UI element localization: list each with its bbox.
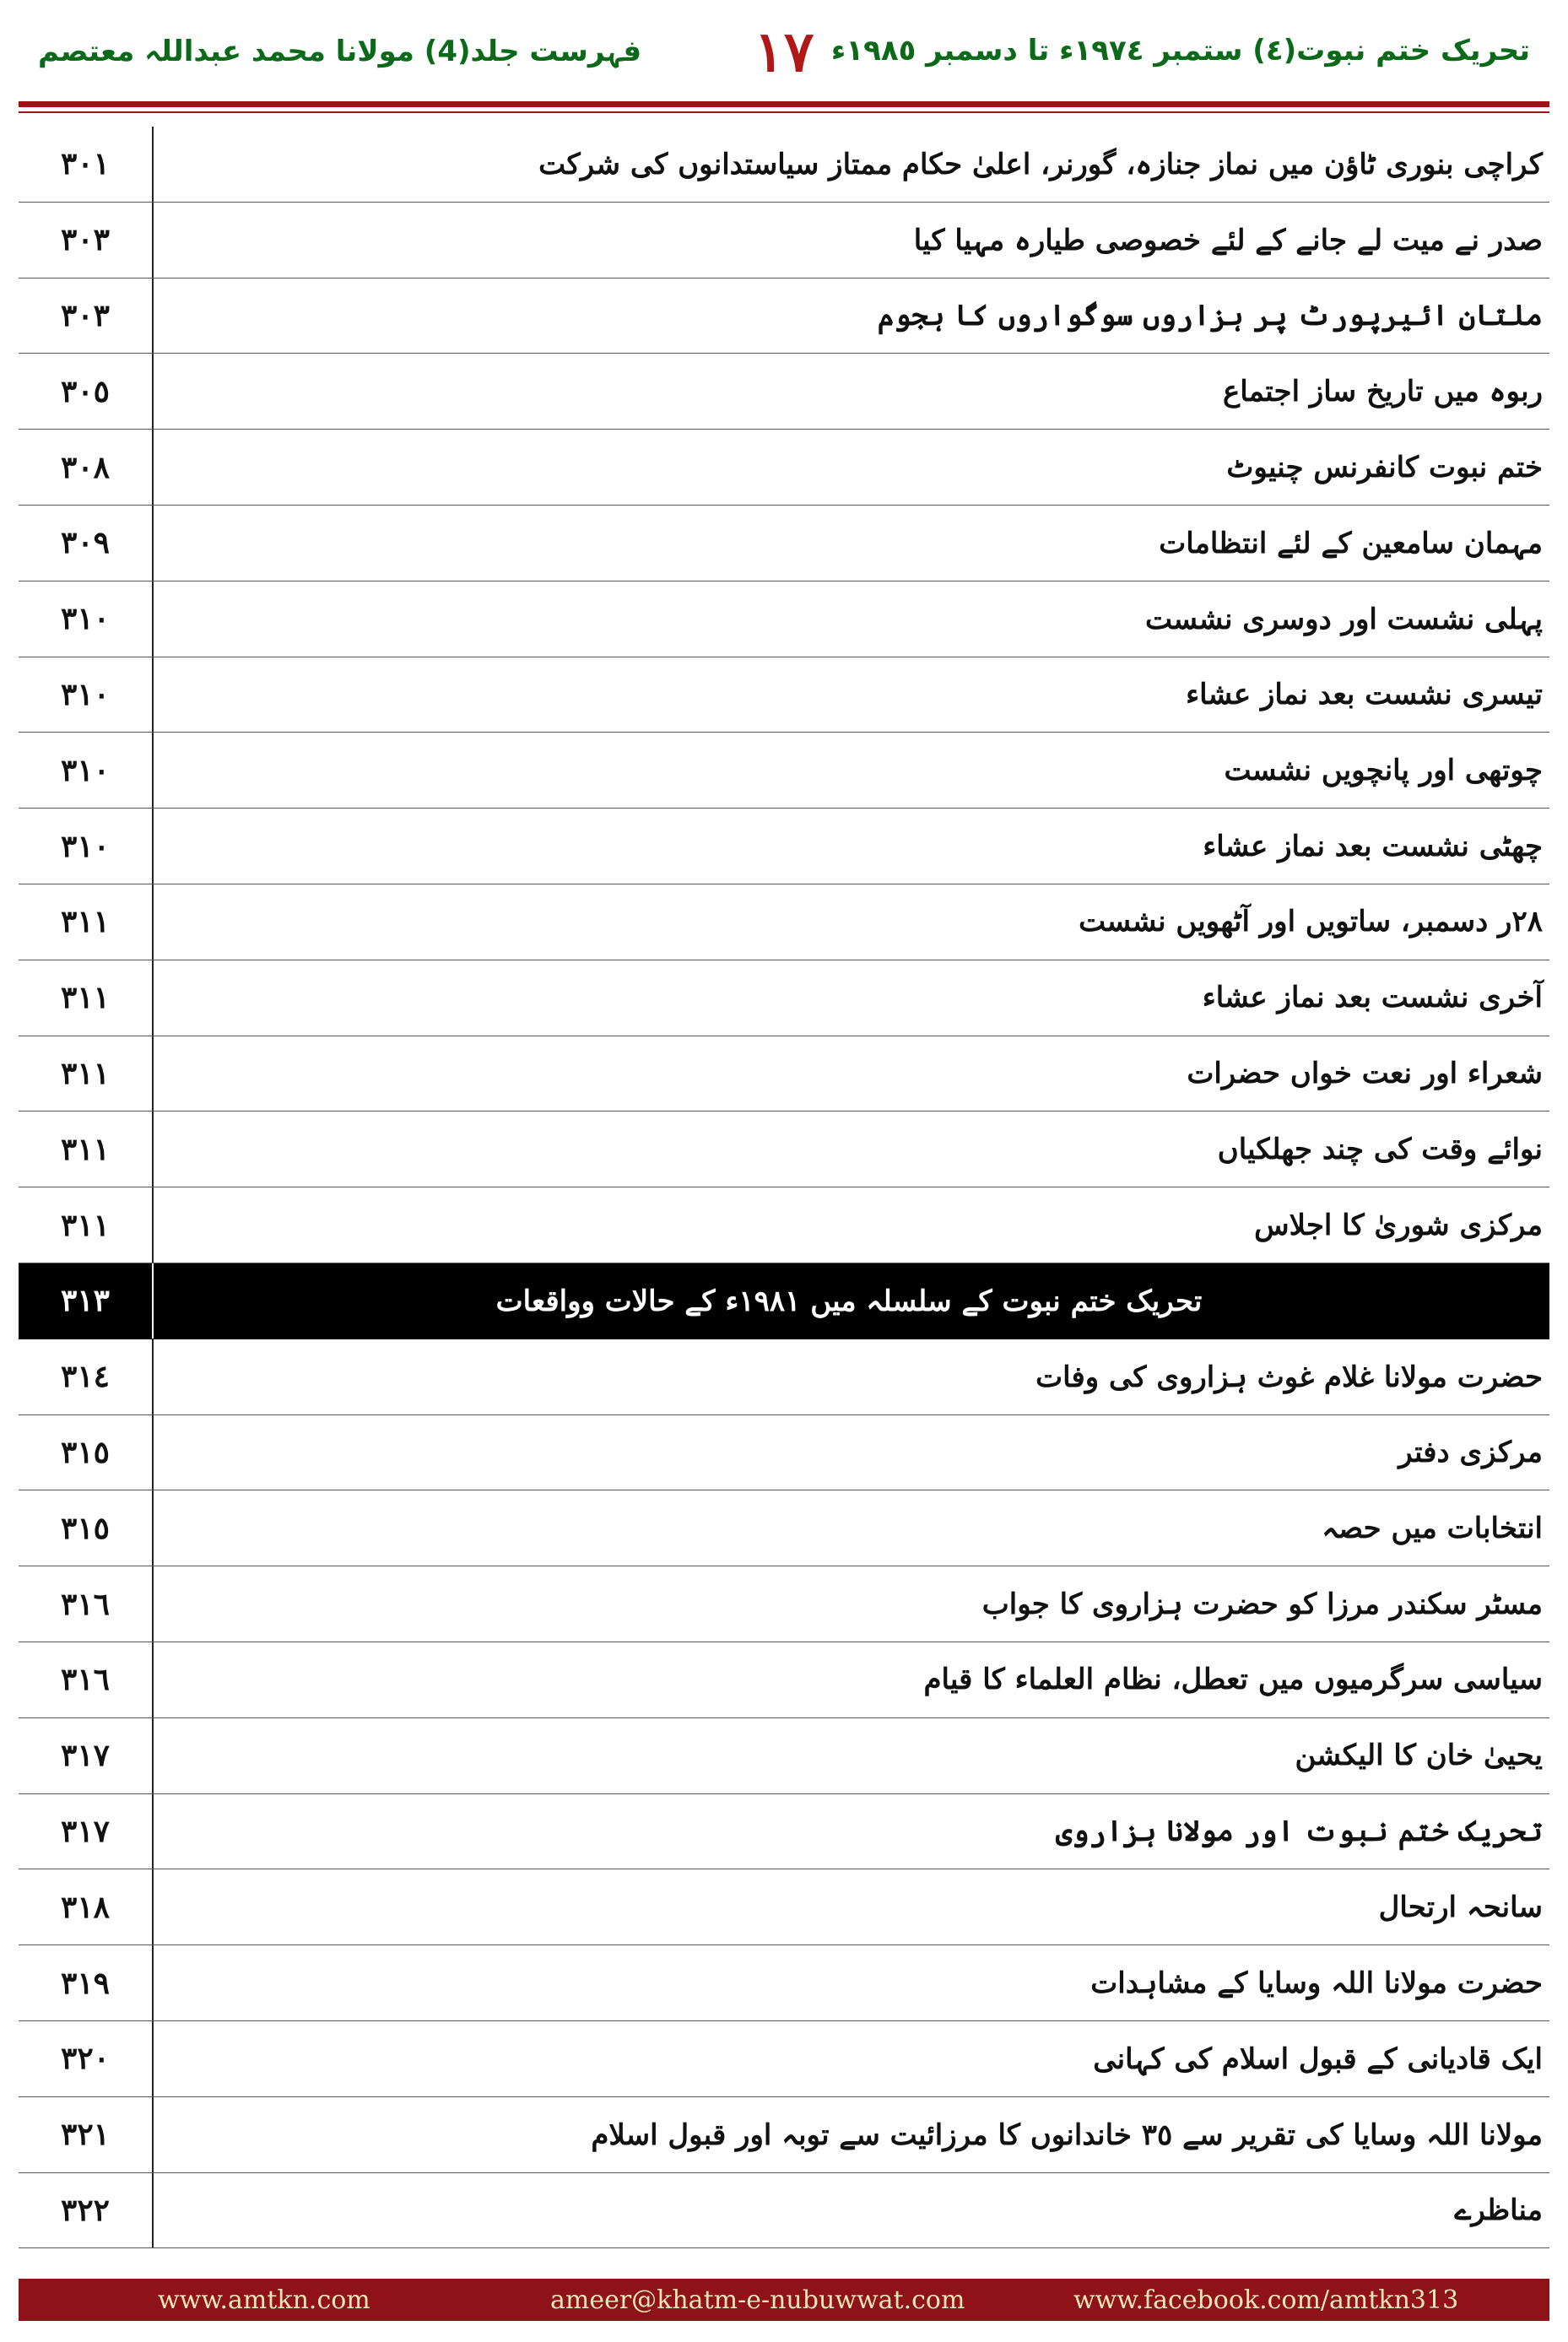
toc-page-number: ٣١٤ bbox=[19, 1339, 154, 1414]
toc-page-number: ٣٢١ bbox=[19, 2097, 154, 2172]
toc-page-number: ٣١٧ bbox=[19, 1718, 154, 1793]
toc-row bbox=[19, 279, 1549, 354]
toc-row bbox=[19, 127, 1549, 203]
toc-entry-title: چوتھی اور پانچویں نشست bbox=[1224, 753, 1543, 787]
toc-entry-title: حضرت مولانا اللہ وسایا کے مشاہدات bbox=[1090, 1966, 1543, 2001]
toc-page-number: ٣٢٢ bbox=[19, 2173, 154, 2248]
toc-row bbox=[19, 1415, 1549, 1491]
toc-page-number: ٣١١ bbox=[19, 1036, 154, 1112]
toc-entry-title: آخری نشست بعد نماز عشاء bbox=[1202, 981, 1543, 1015]
toc-row bbox=[19, 1339, 1549, 1415]
toc-entry-title: کراچی بنوری ٹاؤن میں نماز جنازہ، گورنر، اعلیٰ حکام ممتاز سیاستدانوں کی شرکت bbox=[538, 147, 1543, 181]
toc-row bbox=[19, 884, 1549, 960]
header-rule bbox=[19, 101, 1549, 107]
toc-page-number: ٣١٠ bbox=[19, 581, 154, 657]
toc-page-number: ٣٢٠ bbox=[19, 2021, 154, 2096]
toc-row bbox=[19, 1490, 1549, 1566]
toc-entry-title: سانحہ ارتحال bbox=[1378, 1890, 1543, 1925]
toc-row bbox=[19, 581, 1549, 657]
page-number: ١٧ bbox=[754, 19, 814, 84]
toc-entry-title: مہمان سامعین کے لئے انتظامات bbox=[1159, 526, 1543, 560]
toc-entry-title: شعراء اور نعت خواں حضرات bbox=[1187, 1056, 1543, 1090]
toc-entry-title: ملتان ائیرپورٹ پر ہزاروں سوگواروں کا ہجوم bbox=[877, 299, 1543, 333]
toc-entry-title: تحریک ختم نبوت اور مولانا ہزاروی bbox=[1055, 1815, 1543, 1849]
toc-page-number: ٣١٣ bbox=[19, 1263, 154, 1339]
toc-row bbox=[19, 1794, 1549, 1870]
toc-page-number: ٣١٥ bbox=[19, 1415, 154, 1490]
toc-page-number: ٣١٥ bbox=[19, 1490, 154, 1566]
toc-page-number: ٣١٨ bbox=[19, 1869, 154, 1944]
toc-page-number: ٣١١ bbox=[19, 1112, 154, 1187]
toc-entry-title: پہلی نشست اور دوسری نشست bbox=[1144, 602, 1543, 636]
table-of-contents bbox=[19, 127, 1549, 2248]
header-rule-thin bbox=[19, 111, 1549, 113]
book-title: تحریک ختم نبوت(٤) ستمبر ١٩٧٤ء تا دسمبر ١٩٨٥ء bbox=[830, 34, 1530, 68]
toc-page-number: ٣١٠ bbox=[19, 657, 154, 733]
toc-row bbox=[19, 809, 1549, 884]
toc-entry-title: یحییٰ خان کا الیکشن bbox=[1295, 1739, 1543, 1773]
toc-row bbox=[19, 506, 1549, 581]
toc-page-number: ٣١٠ bbox=[19, 809, 154, 884]
toc-entry-title: چھٹی نشست بعد نماز عشاء bbox=[1203, 829, 1543, 863]
toc-row bbox=[19, 1642, 1549, 1718]
toc-row bbox=[19, 2173, 1549, 2249]
toc-row bbox=[19, 1566, 1549, 1642]
toc-page-number: ٣١٦ bbox=[19, 1566, 154, 1642]
footer-email-link[interactable]: ameer@khatm-e-nubuwwat.com bbox=[550, 2285, 965, 2315]
toc-row bbox=[19, 430, 1549, 506]
toc-page-number: ٣١١ bbox=[19, 1187, 154, 1263]
toc-row bbox=[19, 1718, 1549, 1794]
toc-row bbox=[19, 1112, 1549, 1187]
toc-row bbox=[19, 1869, 1549, 1945]
toc-page-number: ٣١٠ bbox=[19, 733, 154, 808]
section-heading-row bbox=[19, 1263, 1549, 1339]
toc-page-number: ٣٠٩ bbox=[19, 506, 154, 581]
toc-entry-title: تیسری نشست بعد نماز عشاء bbox=[1186, 677, 1543, 711]
toc-entry-title: انتخابات میں حصہ bbox=[1322, 1512, 1543, 1546]
toc-entry-title: ختم نبوت کانفرنس چنیوٹ bbox=[1226, 450, 1543, 484]
toc-page-number: ٣٠٣ bbox=[19, 279, 154, 354]
toc-page-number: ٣١١ bbox=[19, 960, 154, 1036]
toc-row bbox=[19, 1945, 1549, 2021]
toc-page-number: ٣٠١ bbox=[19, 127, 154, 202]
toc-page-number: ٣١١ bbox=[19, 884, 154, 960]
toc-row bbox=[19, 2021, 1549, 2097]
toc-row bbox=[19, 733, 1549, 809]
toc-row bbox=[19, 354, 1549, 430]
toc-entry-title: سیاسی سرگرمیوں میں تعطل، نظام العلماء کا قیام bbox=[923, 1663, 1543, 1697]
toc-entry-title: ربوہ میں تاریخ ساز اجتماع bbox=[1222, 375, 1543, 409]
page-header bbox=[0, 0, 1568, 101]
toc-entry-title: مناظرے bbox=[1454, 2193, 1543, 2228]
footer-facebook-link[interactable]: www.facebook.com/amtkn313 bbox=[1073, 2285, 1459, 2315]
toc-page-number: ٣٠٨ bbox=[19, 430, 154, 505]
toc-row bbox=[19, 1036, 1549, 1112]
toc-row bbox=[19, 203, 1549, 279]
toc-page-number: ٣٠٣ bbox=[19, 203, 154, 278]
footer-website-link[interactable]: www.amtkn.com bbox=[158, 2285, 370, 2315]
toc-entry-title: مسٹر سکندر مرزا کو حضرت ہزاروی کا جواب bbox=[981, 1587, 1543, 1622]
page-footer bbox=[19, 2279, 1549, 2321]
toc-page-number: ٣١٧ bbox=[19, 1794, 154, 1869]
toc-row bbox=[19, 1187, 1549, 1263]
volume-title: فہرست جلد(4) مولانا محمد عبداللہ معتصم bbox=[38, 35, 642, 68]
toc-page-number: ٣١٩ bbox=[19, 1945, 154, 2020]
toc-entry-title: ٢٨ر دسمبر، ساتویں اور آٹھویں نشست bbox=[1079, 905, 1543, 939]
toc-row bbox=[19, 960, 1549, 1036]
toc-entry-title: مرکزی شوریٰ کا اجلاس bbox=[1254, 1208, 1543, 1242]
toc-entry-title: مرکزی دفتر bbox=[1398, 1435, 1543, 1469]
toc-entry-title: مولانا اللہ وسایا کی تقریر سے ٣٥ خاندانوں کا مرزائیت سے توبہ اور قبول اسلام bbox=[591, 2118, 1543, 2152]
toc-row bbox=[19, 657, 1549, 733]
section-heading-title: تحریک ختم نبوت کے سلسلہ میں ١٩٨١ء کے حالات وواقعات bbox=[495, 1284, 1203, 1318]
toc-entry-title: حضرت مولانا غلام غوث ہزاروی کی وفات bbox=[1035, 1360, 1543, 1394]
toc-entry-title: نوائے وقت کی چند جھلکیاں bbox=[1217, 1133, 1543, 1167]
toc-entry-title: ایک قادیانی کے قبول اسلام کی کہانی bbox=[1093, 2042, 1543, 2076]
toc-page-number: ٣٠٥ bbox=[19, 354, 154, 429]
toc-page-number: ٣١٦ bbox=[19, 1642, 154, 1717]
toc-row bbox=[19, 2097, 1549, 2173]
toc-entry-title: صدر نے میت لے جانے کے لئے خصوصی طیارہ مہیا کیا bbox=[913, 223, 1543, 257]
